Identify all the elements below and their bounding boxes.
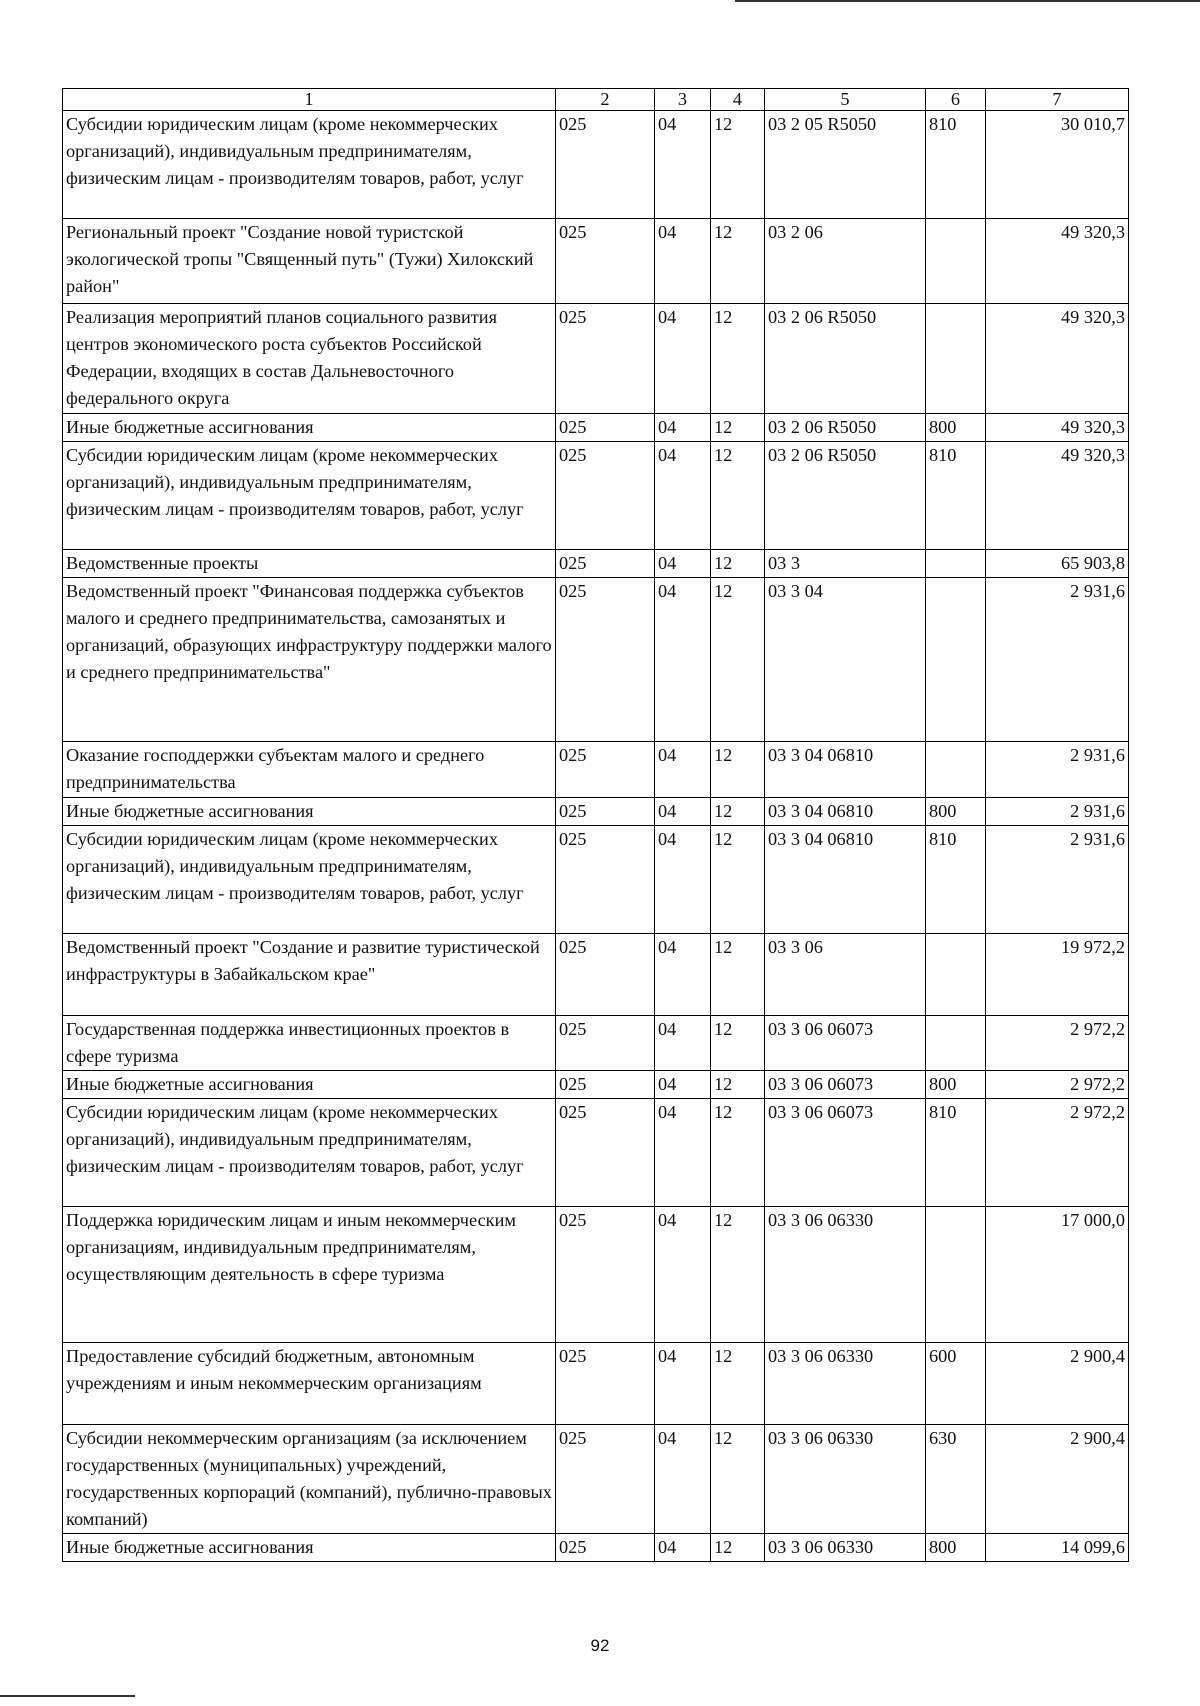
cell-section: 04 [655,550,711,578]
row-name: Государственная поддержка инвестиционных проектов в сфере туризма [63,1016,556,1071]
row-name: Ведомственный проект "Создание и развитие туристической инфраструктуры в Забайкальском крае" [63,934,556,1016]
cell-section: 04 [655,1534,711,1562]
cell-target-article: 03 2 06 R5050 [765,442,926,550]
cell-subsection: 12 [711,442,765,550]
cell-section: 04 [655,304,711,414]
cell-amount: 2 900,4 [986,1425,1129,1534]
cell-section: 04 [655,1016,711,1071]
cell-admin-code: 025 [556,1207,655,1343]
cell-amount: 49 320,3 [986,304,1129,414]
cell-target-article: 03 2 06 R5050 [765,304,926,414]
table-row [63,550,1129,578]
cell-admin-code: 025 [556,414,655,442]
cell-admin-code: 025 [556,578,655,742]
row-name: Оказание господдержки субъектам малого и среднего предпринимательства [63,742,556,798]
row-name: Иные бюджетные ассигнования [63,414,556,442]
cell-admin-code: 025 [556,304,655,414]
row-name: Иные бюджетные ассигнования [63,798,556,826]
cell-expense-type [926,1016,986,1071]
cell-subsection: 12 [711,742,765,798]
cell-target-article: 03 3 04 06810 [765,742,926,798]
cell-subsection: 12 [711,219,765,304]
table-row [63,798,1129,826]
table-row [63,414,1129,442]
cell-expense-type: 810 [926,442,986,550]
cell-expense-type [926,934,986,1016]
row-name: Субсидии некоммерческим организациям (за исключением государственных (муниципальных) учреждений, государственных корпораций (компаний), публично-правовых компаний) [63,1425,556,1534]
cell-admin-code: 025 [556,826,655,934]
cell-target-article: 03 3 06 [765,934,926,1016]
cell-target-article: 03 3 06 06330 [765,1207,926,1343]
table-row [63,1016,1129,1071]
cell-target-article: 03 3 06 06073 [765,1071,926,1099]
cell-subsection: 12 [711,826,765,934]
cell-target-article: 03 2 06 R5050 [765,414,926,442]
cell-section: 04 [655,578,711,742]
table-row [63,934,1129,1016]
row-name: Региональный проект "Создание новой туристской экологической тропы "Священный путь" (Тужи) Хилокский район" [63,219,556,304]
table-row [63,1534,1129,1562]
cell-expense-type: 800 [926,798,986,826]
cell-target-article: 03 3 04 06810 [765,826,926,934]
row-name: Субсидии юридическим лицам (кроме некоммерческих организаций), индивидуальным предпринимателям, физическим лицам - производителям товаров, работ, услуг [63,1099,556,1207]
cell-amount: 19 972,2 [986,934,1129,1016]
row-name: Ведомственные проекты [63,550,556,578]
cell-admin-code: 025 [556,1071,655,1099]
column-header: 4 [711,89,765,111]
cell-section: 04 [655,1207,711,1343]
row-name: Иные бюджетные ассигнования [63,1534,556,1562]
cell-amount: 30 010,7 [986,111,1129,219]
cell-admin-code: 025 [556,1016,655,1071]
cell-admin-code: 025 [556,798,655,826]
cell-admin-code: 025 [556,1425,655,1534]
cell-amount: 2 931,6 [986,826,1129,934]
table-row [63,826,1129,934]
table-row [63,1343,1129,1425]
cell-admin-code: 025 [556,1343,655,1425]
row-name: Субсидии юридическим лицам (кроме некоммерческих организаций), индивидуальным предпринимателям, физическим лицам - производителям товаров, работ, услуг [63,826,556,934]
cell-expense-type [926,304,986,414]
cell-amount: 65 903,8 [986,550,1129,578]
cell-admin-code: 025 [556,550,655,578]
cell-target-article: 03 3 06 06330 [765,1343,926,1425]
cell-subsection: 12 [711,1425,765,1534]
cell-amount: 2 931,6 [986,798,1129,826]
cell-section: 04 [655,219,711,304]
cell-subsection: 12 [711,798,765,826]
cell-expense-type: 810 [926,111,986,219]
cell-admin-code: 025 [556,219,655,304]
cell-target-article: 03 3 06 06330 [765,1534,926,1562]
cell-target-article: 03 3 04 [765,578,926,742]
page-number: 92 [590,1636,610,1655]
table-row [63,304,1129,414]
cell-expense-type: 800 [926,1534,986,1562]
row-name: Предоставление субсидий бюджетным, автономным учреждениям и иным некоммерческим организациям [63,1343,556,1425]
cell-expense-type [926,550,986,578]
column-header: 6 [926,89,986,111]
table-row [63,1425,1129,1534]
cell-subsection: 12 [711,304,765,414]
cell-target-article: 03 3 06 06073 [765,1016,926,1071]
cell-amount: 2 900,4 [986,1343,1129,1425]
top-edge-rule [735,0,1200,2]
table-row [63,578,1129,742]
cell-subsection: 12 [711,1071,765,1099]
cell-target-article: 03 3 06 06330 [765,1425,926,1534]
cell-admin-code: 025 [556,442,655,550]
cell-amount: 49 320,3 [986,414,1129,442]
cell-section: 04 [655,442,711,550]
cell-subsection: 12 [711,578,765,742]
cell-expense-type: 800 [926,414,986,442]
table-row [63,111,1129,219]
cell-expense-type [926,578,986,742]
cell-section: 04 [655,934,711,1016]
table-row [63,442,1129,550]
row-name: Субсидии юридическим лицам (кроме некоммерческих организаций), индивидуальным предпринимателям, физическим лицам - производителям товаров, работ, услуг [63,111,556,219]
cell-admin-code: 025 [556,111,655,219]
cell-admin-code: 025 [556,742,655,798]
table-row [63,1071,1129,1099]
cell-expense-type: 630 [926,1425,986,1534]
column-header: 5 [765,89,926,111]
cell-target-article: 03 3 [765,550,926,578]
cell-subsection: 12 [711,414,765,442]
cell-amount: 2 972,2 [986,1071,1129,1099]
cell-amount: 2 972,2 [986,1099,1129,1207]
cell-expense-type: 810 [926,826,986,934]
cell-amount: 17 000,0 [986,1207,1129,1343]
cell-amount: 14 099,6 [986,1534,1129,1562]
column-header: 7 [986,89,1129,111]
cell-subsection: 12 [711,934,765,1016]
cell-amount: 49 320,3 [986,442,1129,550]
cell-target-article: 03 2 06 [765,219,926,304]
cell-target-article: 03 3 06 06073 [765,1099,926,1207]
table-row [63,219,1129,304]
cell-admin-code: 025 [556,1534,655,1562]
row-name: Ведомственный проект "Финансовая поддержка субъектов малого и среднего предпринимательства, самозанятых и организаций, образующих инфраструктуру поддержки малого и среднего предпринимательства" [63,578,556,742]
table-row [63,1099,1129,1207]
column-header: 2 [556,89,655,111]
row-name: Иные бюджетные ассигнования [63,1071,556,1099]
cell-subsection: 12 [711,1016,765,1071]
header-row [63,89,1129,111]
bottom-edge-rule [0,1695,135,1697]
cell-section: 04 [655,742,711,798]
cell-section: 04 [655,1071,711,1099]
cell-amount: 49 320,3 [986,219,1129,304]
cell-section: 04 [655,826,711,934]
cell-expense-type: 810 [926,1099,986,1207]
table-row [63,742,1129,798]
cell-section: 04 [655,798,711,826]
cell-expense-type [926,219,986,304]
row-name: Субсидии юридическим лицам (кроме некоммерческих организаций), индивидуальным предпринимателям, физическим лицам - производителям товаров, работ, услуг [63,442,556,550]
cell-section: 04 [655,1099,711,1207]
cell-subsection: 12 [711,1343,765,1425]
table-row [63,1207,1129,1343]
row-name: Поддержка юридическим лицам и иным некоммерческим организациям, индивидуальным предпринимателям, осуществляющим деятельность в сфере туризма [63,1207,556,1343]
cell-expense-type [926,742,986,798]
cell-amount: 2 931,6 [986,742,1129,798]
cell-subsection: 12 [711,550,765,578]
cell-expense-type: 600 [926,1343,986,1425]
cell-amount: 2 972,2 [986,1016,1129,1071]
cell-section: 04 [655,111,711,219]
budget-table [62,88,1129,1562]
column-header: 1 [63,89,556,111]
cell-section: 04 [655,1425,711,1534]
cell-target-article: 03 3 04 06810 [765,798,926,826]
cell-section: 04 [655,1343,711,1425]
cell-subsection: 12 [711,111,765,219]
cell-amount: 2 931,6 [986,578,1129,742]
cell-subsection: 12 [711,1534,765,1562]
cell-target-article: 03 2 05 R5050 [765,111,926,219]
cell-admin-code: 025 [556,934,655,1016]
cell-expense-type [926,1207,986,1343]
row-name: Реализация мероприятий планов социального развития центров экономического роста субъектов Российской Федерации, входящих в состав Дальневосточного федерального округа [63,304,556,414]
cell-section: 04 [655,414,711,442]
cell-admin-code: 025 [556,1099,655,1207]
cell-subsection: 12 [711,1099,765,1207]
column-header: 3 [655,89,711,111]
cell-subsection: 12 [711,1207,765,1343]
cell-expense-type: 800 [926,1071,986,1099]
